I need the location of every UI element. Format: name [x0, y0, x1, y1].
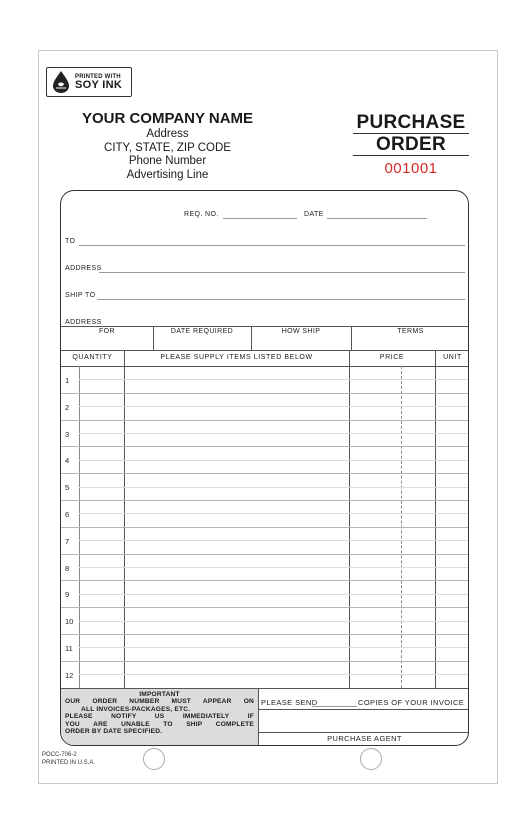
- row-number: 4: [65, 456, 70, 466]
- table-row-line: [61, 420, 469, 421]
- table-row-line: [61, 661, 469, 662]
- row-number: 9: [65, 590, 70, 600]
- address-field[interactable]: [99, 272, 465, 273]
- row-subline: [79, 433, 469, 434]
- purchase-agent-signature-line[interactable]: [259, 732, 469, 733]
- table-row-line: [61, 500, 469, 501]
- ship-to-field[interactable]: [97, 299, 465, 300]
- table-row-line: [61, 634, 469, 635]
- company-phone: Phone Number: [128, 155, 207, 167]
- important-notice: [61, 688, 258, 746]
- title-rule-bottom: [353, 155, 469, 156]
- company-name: YOUR COMPANY NAME: [81, 110, 254, 127]
- row-number: 11: [65, 644, 73, 653]
- notice-title: IMPORTANT: [139, 691, 180, 698]
- row-subline: [79, 594, 469, 595]
- document-title: [353, 112, 469, 156]
- row-number: 6: [65, 510, 70, 519]
- copies-label: COPIES OF YOUR INVOICE: [358, 698, 465, 707]
- purchase-agent-label: PURCHASE AGENT: [327, 734, 402, 743]
- table-row-line: [61, 607, 469, 608]
- company-block: [60, 110, 275, 182]
- row-subline: [79, 513, 469, 514]
- row-subline: [79, 406, 469, 407]
- row-subline: [79, 540, 469, 541]
- row-subline: [79, 621, 469, 622]
- row-subline: [79, 460, 469, 461]
- notice-line: YOU ARE UNABLE TO SHIP COMPLETE: [65, 720, 254, 728]
- row-number: 7: [65, 536, 70, 546]
- row-number: 12: [65, 670, 74, 680]
- invoice-rule: [259, 709, 469, 710]
- company-address: Address: [146, 128, 189, 140]
- badge-line1: PRINTED WITH: [75, 73, 121, 80]
- table-row-line: [61, 580, 469, 581]
- table-row-line: [61, 393, 469, 394]
- address-label: ADDRESS: [65, 265, 102, 272]
- row-subline: [79, 487, 469, 488]
- row-number: 3: [65, 429, 70, 439]
- table-row-line: [61, 554, 469, 555]
- order-form: [60, 190, 469, 746]
- date-label: DATE: [304, 211, 324, 218]
- items-header-top: [61, 350, 469, 351]
- notice-line: ALL INVOICES-PACKAGES, ETC.: [81, 705, 191, 713]
- soy-ink-badge: [46, 67, 132, 97]
- req-no-label: REQ. NO.: [184, 211, 219, 218]
- row-number: 8: [65, 563, 70, 573]
- table-row-line: [61, 446, 469, 447]
- to-field[interactable]: [79, 245, 465, 246]
- notice-line: PLEASE NOTIFY US IMMEDIATELY IF: [65, 713, 254, 721]
- binding-hole: [360, 748, 382, 770]
- table-row-line: [61, 473, 469, 474]
- items-header-bottom: [61, 366, 469, 367]
- header-quantity: QUANTITY: [72, 354, 113, 361]
- shipping-header-date-required: DATE REQUIRED: [170, 328, 234, 335]
- notice-line: ORDER BY DATE SPECIFIED.: [65, 728, 163, 736]
- row-subline: [79, 674, 469, 675]
- shipping-header-for: FOR: [99, 328, 115, 335]
- notice-line: OUR ORDER NUMBER MUST APPEAR ON: [65, 698, 254, 706]
- header-description: PLEASE SUPPLY ITEMS LISTED BELOW: [160, 354, 313, 361]
- req-no-field[interactable]: [223, 218, 297, 219]
- row-subline: [79, 379, 469, 380]
- header-price: PRICE: [379, 354, 405, 361]
- shipping-header-terms: TERMS: [397, 328, 424, 335]
- soybean-drop-icon: [50, 70, 72, 94]
- price-column-divider: [435, 350, 436, 688]
- to-label: TO: [65, 238, 76, 245]
- printed-in: PRINTED IN U.S.A.: [42, 759, 96, 766]
- row-number: 2: [65, 402, 70, 412]
- ship-to-label: SHIP TO: [65, 292, 96, 299]
- quantity-column-divider: [124, 350, 125, 688]
- description-column-divider: [349, 350, 350, 688]
- title-line2: ORDER: [375, 134, 447, 155]
- binding-hole: [143, 748, 165, 770]
- row-number: 10: [65, 617, 74, 627]
- company-advertising: Advertising Line: [126, 168, 209, 181]
- title-line1: PURCHASE: [356, 112, 466, 133]
- please-send-label: PLEASE SEND: [261, 698, 318, 707]
- ship-address-label: ADDRESS: [65, 319, 102, 326]
- date-field[interactable]: [327, 218, 427, 219]
- table-row-line: [61, 527, 469, 528]
- shipping-row-top: [61, 326, 469, 327]
- print-info: [42, 752, 95, 767]
- form-code: POCC-706-2: [42, 752, 77, 758]
- shipping-header-how-ship: HOW SHIP: [281, 328, 321, 335]
- row-number: 5: [65, 483, 70, 493]
- order-number: 001001: [384, 160, 438, 177]
- row-subline: [79, 647, 469, 648]
- row-subline: [79, 567, 469, 568]
- header-unit: UNIT: [443, 354, 462, 361]
- row-number: 1: [65, 376, 70, 385]
- invoice-copies-field[interactable]: [312, 706, 357, 707]
- company-city: CITY, STATE, ZIP CODE: [104, 141, 231, 154]
- badge-line2: SOY INK: [75, 78, 123, 91]
